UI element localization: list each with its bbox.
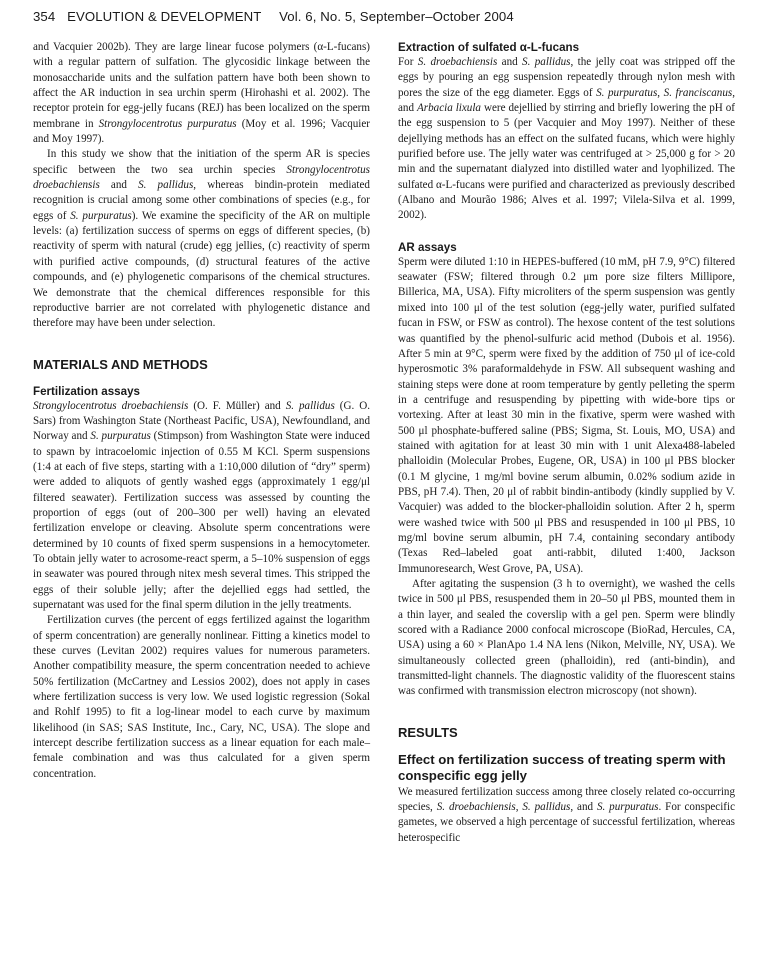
results-heading: RESULTS — [398, 724, 458, 740]
ar-assays-heading: AR assays — [398, 240, 457, 254]
intro-paragraph-continued: and Vacquier 2002b). They are large linear fucose polymers (α-L-fucans) with a regular pattern of sulfation. The glycosidic linkage between the monosaccharide units and the sulfation pattern have both been shown to affect the AR induction in sea urchin sperm (Hirohashi et al. 2002). The receptor protein for egg-jelly fucans (REJ) has been localized on the sperm membrane in Strongylocentrotus purpuratus (Moy et al. 1996; Vacquier and Moy 1997). — [33, 41, 370, 146]
fertilization-assays-heading: Fertilization assays — [33, 384, 140, 398]
journal-name: EVOLUTION & DEVELOPMENT — [67, 9, 262, 24]
extraction-paragraph: For S. droebachiensis and S. pallidus, the jelly coat was stripped off the eggs by pouring an egg suspension repeatedly through nylon mesh with pores the size of the egg diameter. Eggs of S. purpuratus, S. franciscanus, and Arbacia lixula were dejellied by stirring and briefly lowering the pH of the egg suspension to 5 (per Vacquier and Moy 1997). Neither of these dejellying methods has an effect on the sulfated fucans, which were highly purified before use. The jelly water was centrifuged at > 25,000 g for > 20 min and the supernatant dialyzed into distilled water and lyophilized. The sulfated α-L-fucans were purified and characterized as previously described (Albano and Mourão 1986; Alves et al. 1997; Vilela-Silva et al. 1999, 2002). — [398, 56, 736, 222]
left-column — [33, 40, 370, 782]
study-aim-paragraph: In this study we show that the initiation of the sperm AR is species specific between the two sea urchin species Strongylocentrotus droebachiensis and S. pallidus, whereas bindin-protein mediated recognition is crucial among some other combinations of species (e.g., for eggs of S. purpuratus). We examine the specificity of the AR on multiple levels: (a) fertilization success of sperms on eggs of different species, (b) reactivity of sperm with natural (crude) egg jellies, (c) reactivity of sperm with purified active compounds, (d) structural features of the active compounds, and (e) phylogenetic comparisons of the chemical structures. We demonstrate that the chemical differences responsible for this reproductive barrier are not correlated with phylogenetic distance and therefore may have been under selection. — [33, 148, 371, 330]
extraction-heading: Extraction of sulfated α-L-fucans — [398, 41, 580, 54]
fertilization-assays-paragraph: Strongylocentrotus droebachiensis (O. F. Müller) and S. pallidus (G. O. Sars) from Washington State (Northeast Pacific, USA), Newfoundland, and Norway and S. purpuratus (Stimpson) from Washington State were induced to spawn by intracoelomic injection of 0.55 M KCl. Sperm suspensions (1:4 at each of five steps, starting with a 1:10,000 dilution of “dry” sperm) were added to aliquots of gently washed eggs (approximately 1 egg/μl filtered seawater). Fertilization success was assessed by counting the proportion of eggs (out of 200–300 per well) having an elevated fertilization envelope or cleaving. Absolute sperm concentrations were determined by 10 counts of fixed sperm suspensions in a hemocytometer. To obtain jelly water to acrosome-react sperm, a 5–10% suspension of eggs in seawater was poured through nitex mesh several times. This stripped the eggs of their soluble jelly; after the dejellied eggs had settled, the supernatant was used for the final sperm dilution in the jelly treatments. — [33, 399, 370, 611]
running-header — [33, 9, 514, 24]
right-column — [398, 40, 735, 846]
fertilization-curves-paragraph: Fertilization curves (the percent of eggs fertilized against the logarithm of sperm concentration) are generally nonlinear. Fitting a kinetics model to these curves (Levitan 2002) requires values for numerous parameters. Another compatibility measure, the sperm concentration needed to achieve 50% fertilization (McCartney and Lessios 2002), does not apply in cases where fertilization success is very low. We used logistic regression (Sokal and Rohlf 1995) to fit a log-linear model to each curve by maximum likelihood (in SAS; SAS Institute, Inc., Cary, NC, USA). The slope and intercept describe fertilization success as a linear equation for each male–female combination and was thus calculated for a given sperm concentration. — [33, 614, 370, 780]
scoring-paragraph: After agitating the suspension (3 h to overnight), we washed the cells twice in 500 μl PBS, resuspended them in 20–50 μl PBS, mounted them in a thin layer, and sealed the coverslip with a gel pen. Sperm were blindly scored with a Radiance 2000 confocal microscope (BioRad, Hercules, CA, USA) using a 60 × PlanApo 1.4 NA lens (Nikon, Melville, NY, USA). We simultaneously collected green (phalloidin), red (anti-bindin), and transmitted-light channels. The diagnostic validity of the fluorescent stains was confirmed with transmission electron microscopy (not shown). — [398, 578, 735, 698]
results-paragraph: We measured fertilization success among three closely related co-occurring species, S. droebachiensis, S. pallidus, and S. purpuratus. For conspecific gametes, we observed a high percentage of successful fertilization, whereas heterospecific — [398, 785, 735, 844]
ar-assays-paragraph: Sperm were diluted 1:10 in HEPES-buffered (10 mM, pH 7.9, 9°C) filtered seawater (FSW; filtered through 0.2 μm pore size filters Millipore, Billerica, MA, USA). Fifty microliters of the sperm suspension was gently mixed into 100 μl of the test solution (egg-jelly water, purified sulfated fucan in FSW, or FSW as control). The hexose content of the test solutions was quantified by the phenol-sulfuric acid method (Dubois et al. 1956). After 5 min at 9°C, sperm were fixed by the addition of 750 μl of ice-cold hyperosmotic 3% paraformaldehyde in FSW. All subsequent washing and staining steps were done at room temperature by gently pelleting the sperm in a centrifuge and resuspending by pipetting with wide-bore tips or vortexing. After at least 30 min in the fixative, sperm were washed with 500 μl phosphate-buffered saline (PBS; Sigma, St. Louis, MO, USA) and stained with agitation for at least 30 min with 1 unit Alexa488-labeled phalloidin (Molecular Probes, Eugene, OR, USA) in 100 μl PBS blocker (0.1 M glycine, 1 mg/ml bovine serum albumin, 0.02% sodium azide in PBS, pH 7.4). Then, 20 μl of rabbit bindin-antibody (kindly supplied by V. Vacquier) was added to the blocker-phalloidin solution. After 2 h, sperm were washed twice with 500 μl PBS and resuspended in 100 μl PBS, 10 mg/ml bovine serum albumin, pH 7.4, containing secondary antibody (Texas Red–labeled goat anti-rabbit, diluted 1:400, Jackson Immunoresearch, West Grove, PA, USA). — [398, 255, 735, 575]
methods-heading: MATERIALS AND METHODS — [33, 356, 208, 372]
volume-issue: Vol. 6, No. 5, September–October 2004 — [279, 9, 514, 24]
page-number: 354 — [33, 9, 56, 24]
effect-subheading: Effect on fertilization success of treating sperm with conspecific egg jelly — [398, 751, 726, 784]
